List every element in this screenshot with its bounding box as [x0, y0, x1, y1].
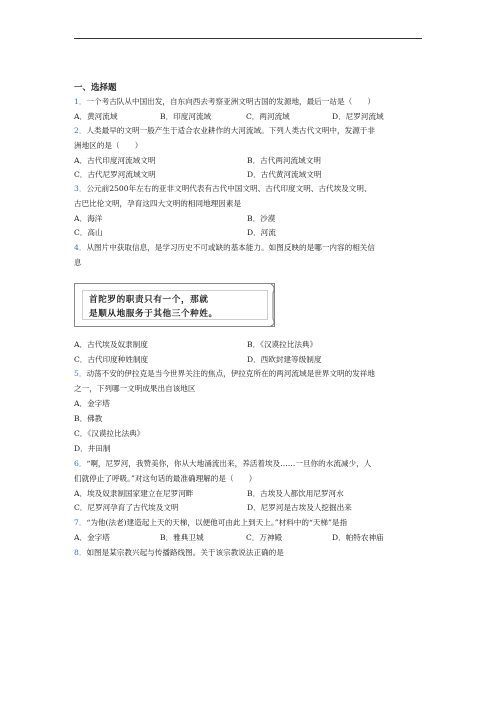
question-number: 4． — [74, 243, 87, 252]
question-6-stem-continued: 们就停止了呼吸。”对这句话的最准确理解的是（ ） — [74, 474, 257, 483]
question-4-option-b[interactable]: B．《汉谟拉比法典》 — [247, 340, 318, 349]
question-3-option-d[interactable]: D．河流 — [247, 228, 276, 237]
question-8-stem: 8．如图是某宗教兴起与传播路线图。关于该宗教说法正确的是 — [74, 548, 284, 557]
question-4-option-d[interactable]: D．西欧封建等级制度 — [247, 355, 322, 364]
question-6-option-b[interactable]: B．古埃及人都饮用尼罗河水 — [247, 489, 344, 498]
question-4-stem: 4．从图片中获取信息，是学习历史不可或缺的基本能力。如图反映的是哪一内容的相关信 — [74, 243, 375, 252]
question-number: 2． — [74, 126, 87, 135]
question-2-option-d[interactable]: D．古代黄河流域文明 — [247, 170, 322, 179]
question-2-stem-continued: 洲地区的是（ ） — [74, 141, 143, 150]
question-4-stem-continued: 息 — [74, 258, 82, 267]
question-7-option-b[interactable]: B．雅典卫城 — [160, 533, 204, 542]
question-1-option-c[interactable]: C．两河流域 — [246, 112, 290, 121]
question-3-option-a[interactable]: A．海洋 — [74, 214, 103, 223]
question-6-stem: 6．“啊，尼罗河，我赞美你，你从大地涌流出来，养活着埃及……一旦你的水流减少，人 — [74, 459, 372, 468]
question-number: 3． — [74, 184, 87, 193]
question-6-option-c[interactable]: C．尼罗河孕育了古代埃及文明 — [74, 503, 179, 512]
question-3-stem-continued: 古巴比伦文明，孕育这四大文明的相同地理因素是 — [74, 199, 242, 208]
question-3-option-c[interactable]: C．高山 — [74, 228, 103, 237]
question-5-option-c[interactable]: C．《汉谟拉比法典》 — [74, 429, 145, 438]
question-4-option-a[interactable]: A．古代埃及奴隶制度 — [74, 340, 148, 349]
question-1-option-b[interactable]: B．印度河流域 — [160, 112, 212, 121]
quote-line-1: 首陀罗的职责只有一个，那就 — [89, 295, 209, 305]
question-4-option-c[interactable]: C．古代印度种姓制度 — [74, 355, 149, 364]
header-rule — [74, 38, 422, 39]
question-number: 5． — [74, 369, 87, 378]
question-1-stem: 1．一个考古队从中国出发，自东向西去考察亚洲文明古国的发源地，最后一站是（ ） — [74, 97, 375, 106]
question-2-option-a[interactable]: A．古代印度河流域文明 — [74, 156, 156, 165]
question-3-stem: 3．公元前2500年左右的亚非文明代表有古代中国文明、古代印度文明、古代埃及文明、 — [74, 184, 372, 193]
question-5-stem-continued: 之一，下列哪一文明成果出自该地区 — [74, 384, 196, 393]
question-7-stem: 7．“为他(法老)建造起上天的天梯，以便他可由此上到天上。”材料中的“天梯”是指 — [74, 518, 348, 527]
question-2-stem: 2．人类最早的文明一般产生于适合农业耕作的大河流域。下列人类古代文明中，发源于非 — [74, 126, 375, 135]
question-3-option-b[interactable]: B．沙漠 — [247, 214, 276, 223]
quote-text — [89, 293, 264, 321]
quote-line-2: 是顺从地服务于其他三个种姓。 — [89, 309, 218, 319]
question-1-option-a[interactable]: A．黄河流域 — [74, 112, 118, 121]
question-7-option-a[interactable]: A．金字塔 — [74, 533, 110, 542]
question-number: 7． — [74, 518, 87, 527]
question-5-option-b[interactable]: B．佛教 — [74, 414, 103, 423]
question-5-option-d[interactable]: D．井田制 — [74, 444, 111, 453]
question-number: 8． — [74, 548, 87, 557]
question-number: 1． — [74, 97, 87, 106]
question-5-option-a[interactable]: A．金字塔 — [74, 399, 110, 408]
question-6-option-d[interactable]: D．尼罗河是古埃及人挖掘出来 — [247, 503, 352, 512]
section-title: 一、选择题 — [74, 83, 117, 93]
question-number: 6． — [74, 459, 87, 468]
question-1-option-d[interactable]: D．尼罗河流域 — [332, 112, 384, 121]
question-7-option-c[interactable]: C．万神殿 — [246, 533, 283, 542]
scroll-curl-icon — [269, 283, 277, 327]
quote-scroll-image — [74, 283, 275, 327]
question-6-option-a[interactable]: A．埃及奴隶制国家建立在尼罗河畔 — [74, 489, 194, 498]
question-5-stem: 5．动荡不安的伊拉克是当今世界关注的焦点，伊拉克所在的两河流域是世界文明的发祥地 — [74, 369, 375, 378]
question-2-option-b[interactable]: B．古代两河流域文明 — [247, 156, 321, 165]
question-2-option-c[interactable]: C．古代尼罗河流域文明 — [74, 170, 156, 179]
question-7-option-d[interactable]: D．帕特农神庙 — [332, 533, 384, 542]
